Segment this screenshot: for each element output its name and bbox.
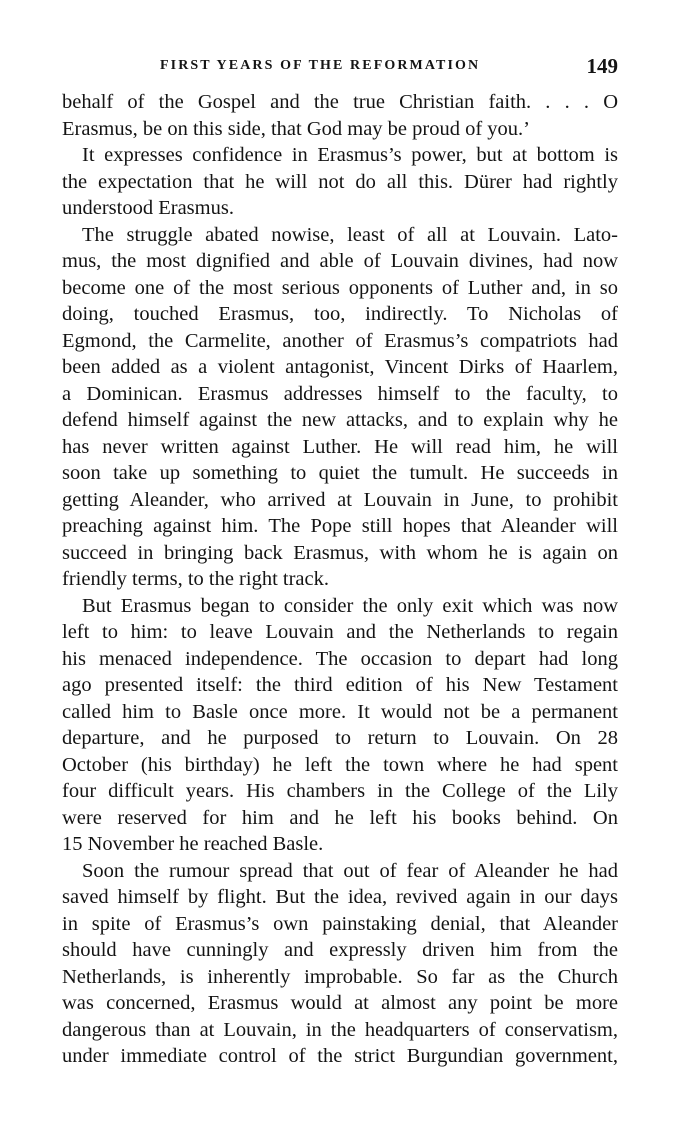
text-line: his menaced independence. The occasion to depart had long bbox=[62, 647, 618, 670]
text-line: departure, and he purposed to return to Louvain. On 28 bbox=[62, 727, 618, 749]
text-line: Netherlands, is inherently improbable. So far as the Church bbox=[62, 965, 618, 988]
text-line: dangerous than at Louvain, in the headquarters of conservatism, bbox=[62, 1018, 618, 1041]
text-line: been added as a violent antagonist, Vincent Dirks of Haarlem, bbox=[62, 356, 618, 378]
text-line: soon take up something to quiet the tumult. He succeeds in bbox=[62, 462, 618, 484]
book-page bbox=[62, 0, 618, 1132]
text-line: a Dominican. Erasmus addresses himself to the faculty, to bbox=[62, 382, 618, 405]
text-line: behalf of the Gospel and the true Christian faith. . . . O bbox=[62, 91, 618, 113]
text-line: Egmond, the Carmelite, another of Erasmus’s compatriots had bbox=[62, 329, 618, 352]
text-line: understood Erasmus. bbox=[62, 197, 234, 219]
text-line: were reserved for him and he left his books behind. On bbox=[62, 806, 618, 829]
text-line: Erasmus, be on this side, that God may be proud of you.’ bbox=[62, 117, 531, 140]
text-line: the expectation that he will not do all this. Dürer had rightly bbox=[62, 170, 618, 193]
running-head bbox=[62, 52, 618, 82]
text-line: four difficult years. His chambers in the College of the Lily bbox=[62, 780, 618, 802]
text-line: ago presented itself: the third edition of his New Testament bbox=[62, 674, 618, 696]
text-line: 15 November he reached Basle. bbox=[62, 833, 324, 855]
text-line: preaching against him. The Pope still hopes that Aleander will bbox=[62, 515, 618, 537]
text-line: October (his birthday) he left the town where he had spent bbox=[62, 753, 618, 776]
text-line: Soon the rumour spread that out of fear of Aleander he had bbox=[82, 859, 618, 882]
body-text bbox=[62, 89, 618, 1070]
text-line: mus, the most dignified and able of Louvain divines, had now bbox=[62, 250, 618, 272]
text-line: doing, touched Erasmus, too, indirectly. To Nicholas of bbox=[62, 303, 618, 325]
text-line: friendly terms, to the right track. bbox=[62, 568, 329, 590]
text-line: should have cunningly and expressly driven him from the bbox=[62, 939, 618, 961]
text-line: left to him: to leave Louvain and the Netherlands to regain bbox=[62, 621, 618, 643]
text-line: getting Aleander, who arrived at Louvain in June, to prohibit bbox=[62, 488, 618, 511]
text-line: was concerned, Erasmus would at almost any point be more bbox=[62, 992, 618, 1014]
running-title: FIRST YEARS OF THE REFORMATION bbox=[160, 58, 481, 73]
text-line: under immediate control of the strict Burgundian government, bbox=[62, 1045, 618, 1067]
text-line: saved himself by flight. But the idea, revived again in our days bbox=[62, 886, 618, 908]
text-line: succeed in bringing back Erasmus, with whom he is again on bbox=[62, 541, 618, 564]
text-line: It expresses confidence in Erasmus’s power, but at bottom is bbox=[82, 144, 618, 166]
text-line: defend himself against the new attacks, and to explain why he bbox=[62, 409, 618, 431]
page-number: 149 bbox=[586, 54, 618, 78]
text-line: has never written against Luther. He will read him, he will bbox=[62, 435, 618, 458]
text-line: But Erasmus began to consider the only exit which was now bbox=[82, 594, 618, 617]
text-line: in spite of Erasmus’s own painstaking denial, that Aleander bbox=[62, 912, 618, 935]
text-line: The struggle abated nowise, least of all at Louvain. Lato- bbox=[82, 223, 618, 246]
text-line: become one of the most serious opponents of Luther and, in so bbox=[62, 276, 618, 299]
text-line: called him to Basle once more. It would not be a permanent bbox=[62, 700, 618, 723]
